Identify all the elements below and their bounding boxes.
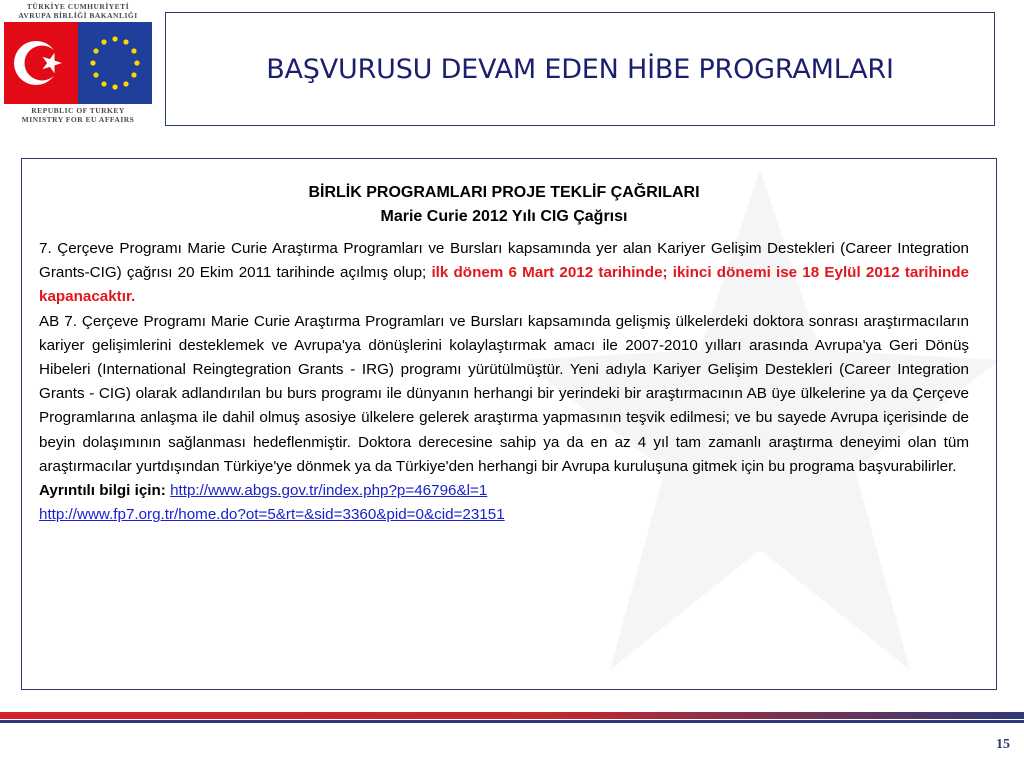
paragraph-1 <box>39 237 969 310</box>
logo-bottom-line1: REPUBLIC OF TURKEY <box>31 106 125 115</box>
abgs-link[interactable]: http://www.abgs.gov.tr/index.php?p=46796&l=1 <box>170 482 488 500</box>
ministry-logo <box>0 0 156 130</box>
section-subheading: Marie Curie 2012 Yılı CIG Çağrısı <box>380 208 628 225</box>
body-text <box>39 237 969 527</box>
page-number: 15 <box>996 737 1010 752</box>
logo-bottom-line2: MINISTRY FOR EU AFFAIRS <box>21 115 135 124</box>
deadline-highlight: ilk dönem 6 Mart 2012 tarihinde; ikinci dönemi ise 18 Eylül 2012 tarihinde kapanacaktır. <box>39 264 969 306</box>
logo-top-text <box>0 2 156 20</box>
info-label: Ayrıntılı bilgi için: <box>39 482 166 500</box>
logo-top-line2: AVRUPA BİRLİĞİ BAKANLIĞI <box>18 11 138 20</box>
section-heading: BİRLİK PROGRAMLARI PROJE TEKLİF ÇAĞRILARI <box>308 184 700 201</box>
logo-bottom-text <box>0 106 156 124</box>
turkey-eu-flags-icon <box>4 22 152 104</box>
logo-top-line1: TÜRKİYE CUMHURİYETİ <box>26 2 130 11</box>
slide-title: BAŞVURUSU DEVAM EDEN HİBE PROGRAMLARI <box>266 53 894 85</box>
title-box <box>165 12 995 126</box>
paragraph-2: AB 7. Çerçeve Programı Marie Curie Araştırma Programları ve Bursları kapsamında gelişmiş ülkelerdeki doktora sonrası araştırmacıların kariyer gelişimlerini desteklemek ve Avrupa'ya dönüşlerini kolaylaştırmak amacı ile 2007-2010 yılları arasında Avrupa'ya Geri Dönüş Hibeleri (International Reingtegration Grants - IRG) programı yürütülmüştür. Yeni adıyla Kariyer Gelişim Destekleri (Career Integration Grants - CIG) olarak adlandırılan bu burs programı ile dünyanın herhangi bir yerindeki bir araştırmacının AB üye ülkelerine ya da Çerçeve Programlarına anlaşma ile dahil olmuş asosiye ülkelere gelerek araştırma yapmasının teşvik edilmesi; ve bu sayede Avrupa içerisinde de beyin dolaşımının sağlanması hedeflenmiştir. Doktora derecesine sahip ya da en az 4 yıl tam zamanlı araştırma deneyimi olan tüm araştırmacılar yurtdışından Türkiye'ye dönmek ya da Türkiye'den herhangi bir Avrupa kuruluşuna gitmek için bu programa başvurabilirler. <box>39 312 969 475</box>
content-box <box>21 158 997 690</box>
footer-band <box>0 712 1024 723</box>
link-line-2 <box>39 503 969 527</box>
info-line <box>39 479 969 503</box>
fp7-link[interactable]: http://www.fp7.org.tr/home.do?ot=5&rt=&sid=3360&pid=0&cid=23151 <box>39 506 505 524</box>
content-inner <box>39 181 969 527</box>
paragraph-1-text: 7. Çerçeve Programı Marie Curie Araştırma Programları ve Bursları kapsamında yer alan Kariyer Gelişim Destekleri (Career Integration Grants-CIG) çağrısı 20 Ekim 2011 tarihinde açılmış olup; <box>39 240 969 282</box>
